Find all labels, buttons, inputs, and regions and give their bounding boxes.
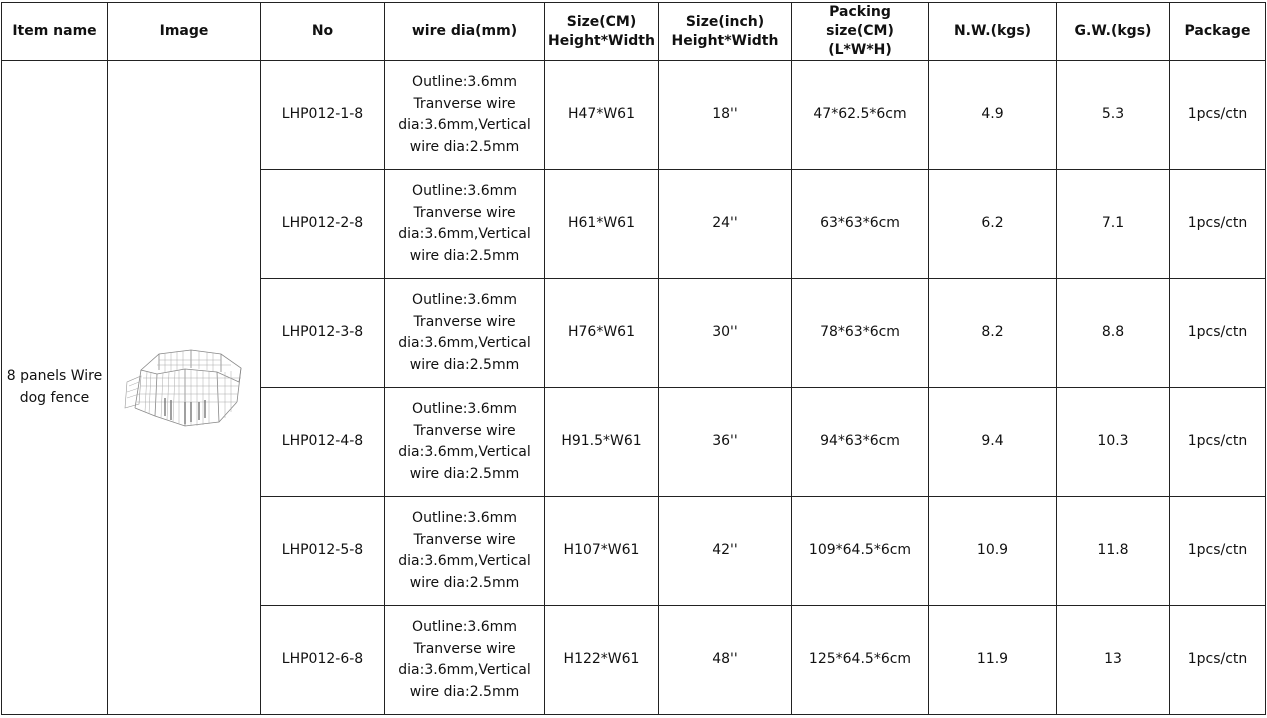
cell-packing-size: 63*63*6cm — [792, 170, 929, 279]
cell-package: 1pcs/ctn — [1170, 606, 1266, 715]
cell-no: LHP012-4-8 — [261, 388, 385, 497]
cell-no: LHP012-5-8 — [261, 497, 385, 606]
header-packing-size — [792, 3, 929, 61]
header-size-inch — [659, 3, 792, 61]
header-item-name: Item name — [2, 3, 108, 61]
header-size-inch-line2: Height*Width — [671, 32, 779, 49]
header-size-inch-line1: Size(inch) — [685, 13, 765, 30]
cell-packing-size: 47*62.5*6cm — [792, 61, 929, 170]
cell-size-cm: H91.5*W61 — [545, 388, 659, 497]
header-image: Image — [108, 3, 261, 61]
cell-size-cm: H122*W61 — [545, 606, 659, 715]
cell-wire-dia: Outline:3.6mm Tranverse wire dia:3.6mm,Vertical wire dia:2.5mm — [385, 170, 545, 279]
cell-gw: 10.3 — [1057, 388, 1170, 497]
cell-package: 1pcs/ctn — [1170, 279, 1266, 388]
cell-wire-dia: Outline:3.6mm Tranverse wire dia:3.6mm,Vertical wire dia:2.5mm — [385, 279, 545, 388]
cell-no: LHP012-3-8 — [261, 279, 385, 388]
header-row — [2, 3, 1266, 61]
header-package: Package — [1170, 3, 1266, 61]
product-spec-table — [1, 2, 1266, 715]
cell-gw: 13 — [1057, 606, 1170, 715]
cell-package: 1pcs/ctn — [1170, 497, 1266, 606]
cell-wire-dia: Outline:3.6mm Tranverse wire dia:3.6mm,Vertical wire dia:2.5mm — [385, 61, 545, 170]
header-packing-line1: Packing size(CM) — [826, 4, 894, 39]
cell-size-cm: H61*W61 — [545, 170, 659, 279]
header-size-cm-line1: Size(CM) — [566, 13, 637, 30]
header-size-cm-line2: Height*Width — [548, 32, 655, 49]
cell-package: 1pcs/ctn — [1170, 388, 1266, 497]
cell-no: LHP012-6-8 — [261, 606, 385, 715]
cell-nw: 6.2 — [929, 170, 1057, 279]
cell-nw: 8.2 — [929, 279, 1057, 388]
header-size-cm — [545, 3, 659, 61]
cell-size-inch: 42'' — [659, 497, 792, 606]
cell-wire-dia: Outline:3.6mm Tranverse wire dia:3.6mm,Vertical wire dia:2.5mm — [385, 388, 545, 497]
cell-gw: 8.8 — [1057, 279, 1170, 388]
cell-nw: 10.9 — [929, 497, 1057, 606]
cell-nw: 4.9 — [929, 61, 1057, 170]
cell-size-inch: 24'' — [659, 170, 792, 279]
cell-size-inch: 48'' — [659, 606, 792, 715]
cell-nw: 11.9 — [929, 606, 1057, 715]
cell-packing-size: 94*63*6cm — [792, 388, 929, 497]
cell-packing-size: 125*64.5*6cm — [792, 606, 929, 715]
cell-no: LHP012-2-8 — [261, 170, 385, 279]
cell-size-cm: H107*W61 — [545, 497, 659, 606]
header-no: No — [261, 3, 385, 61]
cell-size-inch: 36'' — [659, 388, 792, 497]
cell-no: LHP012-1-8 — [261, 61, 385, 170]
cell-package: 1pcs/ctn — [1170, 170, 1266, 279]
cell-nw: 9.4 — [929, 388, 1057, 497]
header-wire-dia: wire dia(mm) — [385, 3, 545, 61]
header-packing-line2: (L*W*H) — [828, 42, 892, 58]
cell-wire-dia: Outline:3.6mm Tranverse wire dia:3.6mm,Vertical wire dia:2.5mm — [385, 606, 545, 715]
item-name-cell: 8 panels Wire dog fence — [2, 61, 108, 715]
header-nw: N.W.(kgs) — [929, 3, 1057, 61]
cell-packing-size: 109*64.5*6cm — [792, 497, 929, 606]
cell-package: 1pcs/ctn — [1170, 61, 1266, 170]
cell-size-inch: 30'' — [659, 279, 792, 388]
cell-size-cm: H76*W61 — [545, 279, 659, 388]
wire-dog-fence-image — [121, 342, 247, 434]
cell-gw: 11.8 — [1057, 497, 1170, 606]
cell-size-inch: 18'' — [659, 61, 792, 170]
cell-packing-size: 78*63*6cm — [792, 279, 929, 388]
cell-wire-dia: Outline:3.6mm Tranverse wire dia:3.6mm,Vertical wire dia:2.5mm — [385, 497, 545, 606]
header-gw: G.W.(kgs) — [1057, 3, 1170, 61]
table-row — [2, 61, 1266, 170]
cell-size-cm: H47*W61 — [545, 61, 659, 170]
cell-gw: 7.1 — [1057, 170, 1170, 279]
cell-gw: 5.3 — [1057, 61, 1170, 170]
image-cell — [108, 61, 261, 715]
